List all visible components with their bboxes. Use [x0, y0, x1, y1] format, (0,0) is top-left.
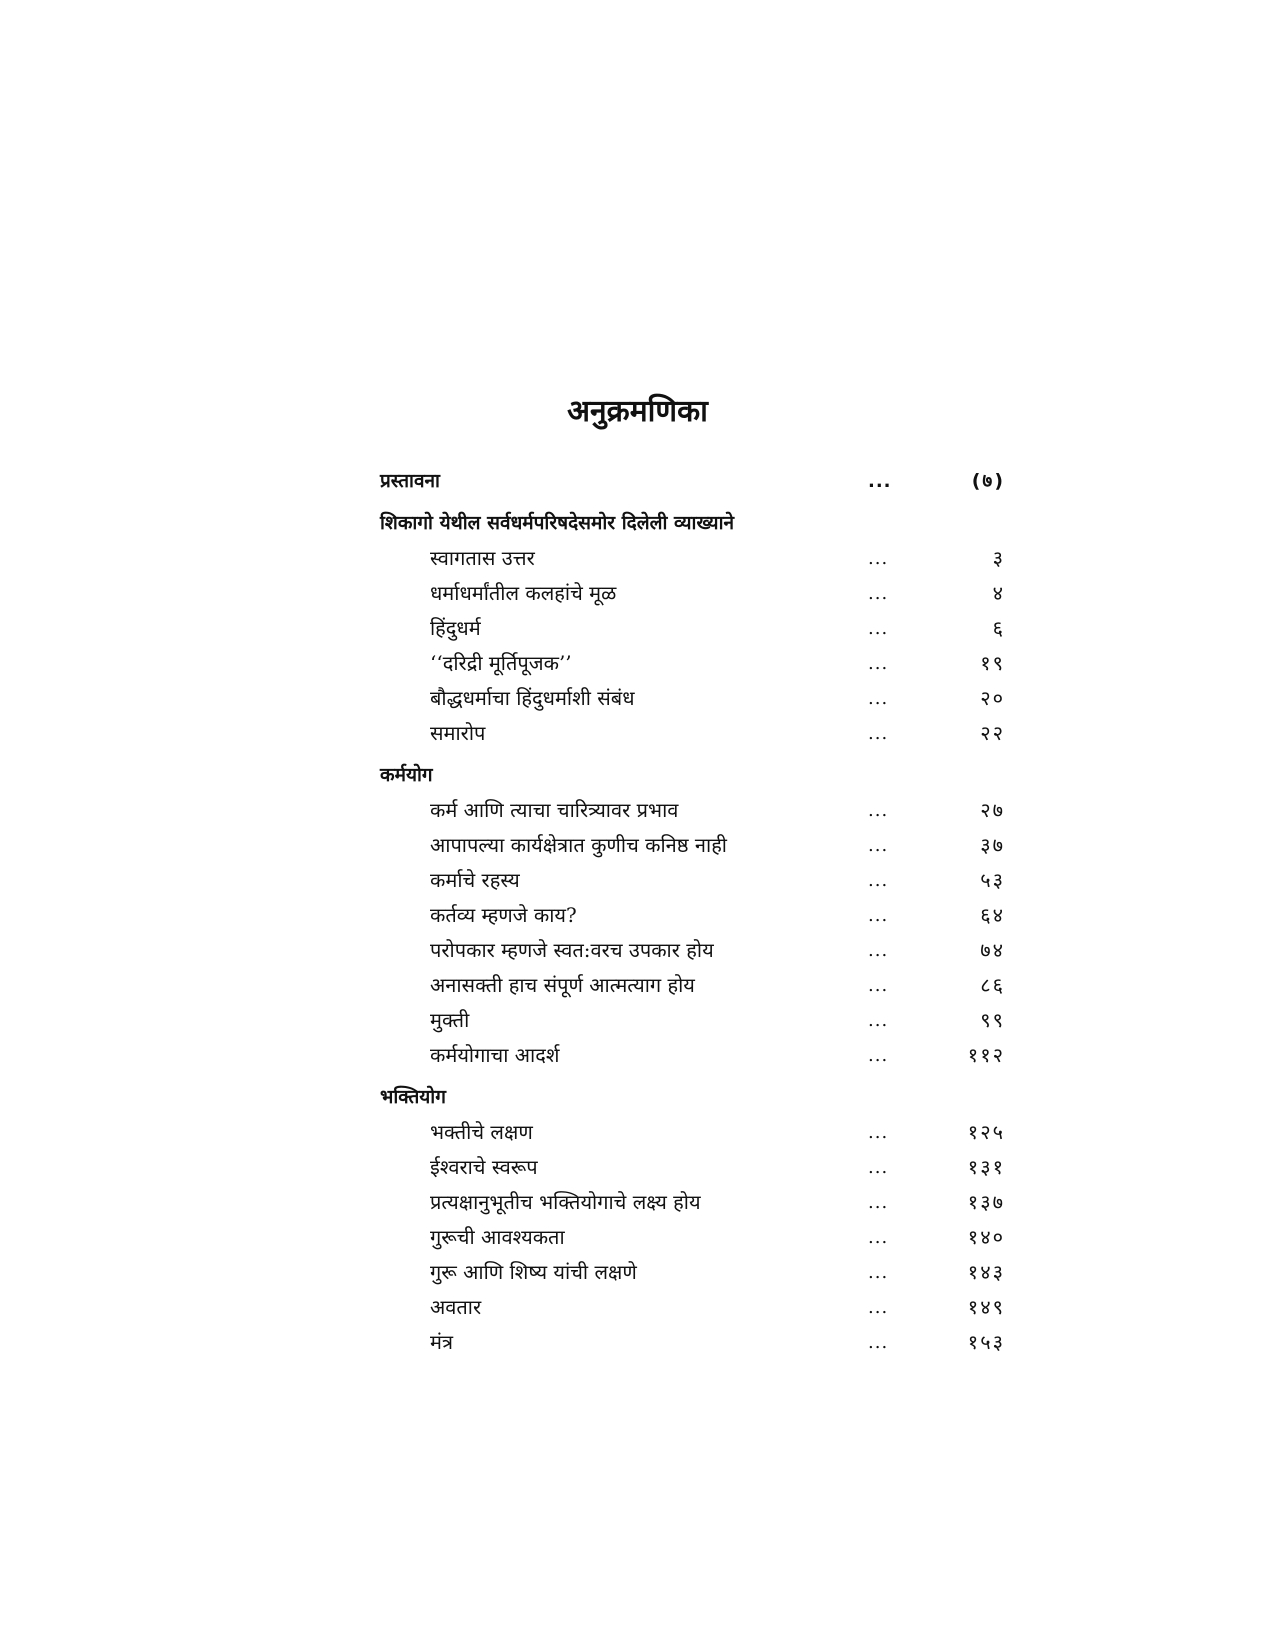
toc-entry — [380, 576, 1005, 611]
toc-entry — [380, 933, 1005, 968]
toc-entry-label: परोपकार म्हणजे स्वत:वरच उपकार होय — [430, 938, 714, 962]
toc-page-number: १४३ — [967, 1260, 1005, 1284]
page-title: अनुक्रमणिका — [567, 394, 708, 429]
toc-page-number: १२५ — [967, 1120, 1005, 1144]
toc-section-heading: भक्तियोग — [380, 1086, 446, 1108]
toc-leader-dots: ... — [868, 940, 889, 961]
toc-entry-label: अनासक्ती हाच संपूर्ण आत्मत्याग होय — [430, 973, 695, 997]
toc-page-number: १३१ — [967, 1155, 1005, 1179]
toc-entry-label: स्वागतास उत्तर — [430, 546, 535, 570]
toc-entry-label: भक्तीचे लक्षण — [430, 1120, 533, 1144]
toc-entry-label: गुरूची आवश्यकता — [430, 1225, 565, 1249]
toc-entry-label: हिंदुधर्म — [430, 616, 481, 640]
toc-entry-label: बौद्धधर्माचा हिंदुधर्माशी संबंध — [430, 686, 635, 710]
toc-entry-label: कर्माचे रहस्य — [430, 868, 520, 892]
toc-leader-dots: ... — [868, 471, 892, 492]
toc-entry — [380, 1255, 1005, 1290]
toc-page-number: ७४ — [980, 938, 1005, 962]
toc-leader-dots: ... — [868, 1157, 889, 1178]
toc-entry-label: धर्माधर्मांतील कलहांचे मूळ — [430, 581, 617, 605]
toc-page-number: ६४ — [980, 903, 1005, 927]
toc-entry-label: प्रस्तावना — [380, 470, 440, 492]
toc-page-number: १९ — [980, 651, 1005, 675]
toc-page-number: (७) — [971, 470, 1005, 492]
toc-entry-label: ‘‘दरिद्री मूर्तिपूजक’’ — [430, 651, 572, 675]
toc-entry-label: गुरू आणि शिष्य यांची लक्षणे — [430, 1260, 637, 1284]
toc-page-number: ९९ — [980, 1008, 1005, 1032]
toc-page-number: ११२ — [967, 1043, 1005, 1067]
toc-entry — [380, 716, 1005, 751]
toc-entry — [380, 793, 1005, 828]
toc-page-number: ३ — [992, 546, 1005, 570]
toc-page-number: १३७ — [967, 1190, 1005, 1214]
toc-leader-dots: ... — [868, 870, 889, 891]
toc-entry — [380, 1038, 1005, 1073]
toc-page-number: २२ — [980, 721, 1005, 745]
toc-entry-label: ईश्वराचे स्वरूप — [430, 1155, 538, 1179]
toc-entry — [380, 1115, 1005, 1150]
toc-leader-dots: ... — [868, 688, 889, 709]
toc-entry — [380, 1220, 1005, 1255]
toc-entry-label: कर्म आणि त्याचा चारित्र्यावर प्रभाव — [430, 798, 679, 822]
toc-entry — [380, 1325, 1005, 1360]
toc-entry-label: प्रत्यक्षानुभूतीच भक्तियोगाचे लक्ष्य होय — [430, 1190, 701, 1214]
toc-leader-dots: ... — [868, 723, 889, 744]
toc-entry — [380, 1290, 1005, 1325]
toc-leader-dots: ... — [868, 1045, 889, 1066]
toc-leader-dots: ... — [868, 583, 889, 604]
toc-entry-label: मंत्र — [430, 1330, 453, 1354]
toc-page-number: ८६ — [980, 973, 1005, 997]
toc-page-number: १४० — [967, 1225, 1005, 1249]
toc-leader-dots: ... — [868, 1122, 889, 1143]
toc-entry — [380, 828, 1005, 863]
toc-entry — [380, 898, 1005, 933]
toc-leader-dots: ... — [868, 1192, 889, 1213]
toc-entry — [380, 611, 1005, 646]
toc-section-heading: कर्मयोग — [380, 764, 433, 786]
toc-entry-label: मुक्ती — [430, 1008, 470, 1032]
toc-leader-dots: ... — [868, 548, 889, 569]
toc-entry — [380, 646, 1005, 681]
toc-page-number: १५३ — [967, 1330, 1005, 1354]
toc-leader-dots: ... — [868, 1297, 889, 1318]
toc-leader-dots: ... — [868, 1262, 889, 1283]
toc-leader-dots: ... — [868, 653, 889, 674]
toc-entry — [380, 1003, 1005, 1038]
toc-page-number: २७ — [980, 798, 1005, 822]
toc-leader-dots: ... — [868, 1332, 889, 1353]
toc-entry — [380, 1185, 1005, 1220]
toc-entry — [380, 541, 1005, 576]
toc-page-number: ५३ — [980, 868, 1005, 892]
table-of-contents — [380, 464, 1005, 1360]
toc-entry — [380, 681, 1005, 716]
toc-page-number: १४९ — [967, 1295, 1005, 1319]
toc-entry-label: आपापल्या कार्यक्षेत्रात कुणीच कनिष्ठ नाही — [430, 833, 727, 857]
toc-leader-dots: ... — [868, 1010, 889, 1031]
toc-entry-label: अवतार — [430, 1295, 482, 1319]
toc-entry — [380, 968, 1005, 1003]
toc-leader-dots: ... — [868, 1227, 889, 1248]
toc-entry-label: कर्मयोगाचा आदर्श — [430, 1043, 560, 1067]
toc-leader-dots: ... — [868, 800, 889, 821]
toc-leader-dots: ... — [868, 618, 889, 639]
toc-entry — [380, 863, 1005, 898]
toc-page-number: ६ — [992, 616, 1005, 640]
toc-leader-dots: ... — [868, 975, 889, 996]
toc-leader-dots: ... — [868, 905, 889, 926]
toc-section-heading: शिकागो येथील सर्वधर्मपरिषदेसमोर दिलेली व्याख्याने — [380, 512, 735, 534]
toc-page-number: ३७ — [980, 833, 1005, 857]
toc-leader-dots: ... — [868, 835, 889, 856]
toc-entry-label: समारोप — [430, 721, 486, 745]
toc-entry — [380, 1150, 1005, 1185]
toc-entry-preface — [380, 464, 1005, 499]
toc-page-number: ४ — [992, 581, 1005, 605]
toc-entry-label: कर्तव्य म्हणजे काय? — [430, 903, 577, 927]
toc-page-number: २० — [980, 686, 1005, 710]
